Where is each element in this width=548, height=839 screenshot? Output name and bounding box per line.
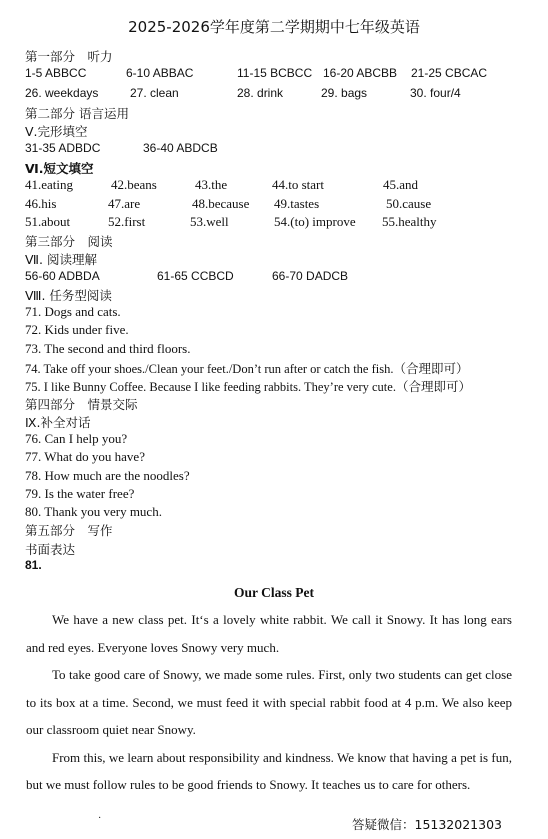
answer-item: 54.(to) improve [274,214,356,229]
answer-item: 41.eating [25,177,74,192]
answer-line: 77. What do you have? [25,449,145,464]
answer-item: 47.are [108,196,141,211]
answer-item: 50.cause [386,196,432,211]
answer-line: 76. Can I help you? [25,431,128,446]
part5-heading: 第五部分 写作 [25,523,113,538]
answer-item: 28. drink [237,86,284,100]
answer-group: 66-70 DADCB [272,269,349,283]
section9-heading: Ⅸ.补全对话 [25,415,91,430]
writing-subheading: 书面表达 [25,542,76,557]
section5-heading: Ⅴ.完形填空 [25,124,88,139]
answer-item: 46.his [25,196,57,211]
part2-heading: 第二部分 语言运用 [25,106,129,121]
answer-item: 45.and [383,177,419,192]
answer-line: 78. How much are the noodles? [25,468,190,483]
answer-item: 55.healthy [382,214,437,229]
answer-item: 29. bags [321,86,368,100]
answer-line: 72. Kids under five. [25,322,129,337]
document-title: 2025-2026学年度第二学期期中七年级英语 [128,18,420,36]
essay-paragraph: From this, we learn about responsibility and kindness. We know that having a pet is fun, but we must follow rules to be good friends to Snowy. It teaches us to care for others. [26,749,512,792]
answer-item: 53.well [190,214,229,229]
answer-group: 61-65 CCBCD [157,269,234,283]
answer-line: 71. Dogs and cats. [25,304,121,319]
answer-group: 6-10 ABBAC [126,66,194,80]
answer-line: 74. Take off your shoes./Clean your feet./Don’t run after or catch the fish.（合理即可） [25,362,469,376]
essay-paragraph: We have a new class pet. It‘s a lovely white rabbit. We call it Snowy. It has long ears and red eyes. Everyone loves Snowy very much. [26,612,512,655]
footer-contact: 答疑微信：15132021303 [352,817,502,832]
answer-item: 49.tastes [274,196,320,211]
part3-heading: 第三部分 阅读 [25,234,113,249]
answer-group: 11-15 BCBCC [237,66,313,80]
answer-line: 73. The second and third floors. [25,341,191,356]
section8-heading: Ⅷ. 任务型阅读 [25,288,112,303]
answer-group: 1-5 ABBCC [25,66,87,80]
answer-item: 30. four/4 [410,86,461,100]
essay-paragraph: To take good care of Snowy, we made some rules. First, only two students can get close to its box at a time. Second, we must feed it with special rabbit food at 4 p.m. We also keep our classroom quiet near Snowy. [26,667,512,737]
question-number: 81. [25,558,42,572]
section6-heading: Ⅵ.短文填空 [25,161,94,176]
answer-line: 75. I like Bunny Coffee. Because I like feeding rabbits. They’re very cute.（合理即可） [25,380,471,394]
answer-item: 48.because [192,196,250,211]
answer-group: 16-20 ABCBB [323,66,398,80]
answer-item: 26. weekdays [25,86,99,100]
answer-line: 79. Is the water free? [25,486,135,501]
answer-group: 56-60 ADBDA [25,269,100,283]
essay-body [26,606,512,799]
answer-item: 52.first [108,214,146,229]
essay-title: Our Class Pet [234,585,314,600]
answer-item: 44.to start [272,177,324,192]
answer-item: 27. clean [130,86,179,100]
part4-heading: 第四部分 情景交际 [25,397,138,412]
answer-item: 51.about [25,214,71,229]
part1-heading: 第一部分 听力 [25,49,113,64]
answer-group: 31-35 ADBDC [25,141,101,155]
answer-item: 43.the [195,177,228,192]
answer-group: 21-25 CBCAC [411,66,488,80]
answer-group: 36-40 ABDCB [143,141,218,155]
answer-item: 42.beans [111,177,157,192]
answer-line: 80. Thank you very much. [25,504,162,519]
section7-heading: Ⅶ. 阅读理解 [25,252,97,267]
footer-dot: · [98,813,102,824]
